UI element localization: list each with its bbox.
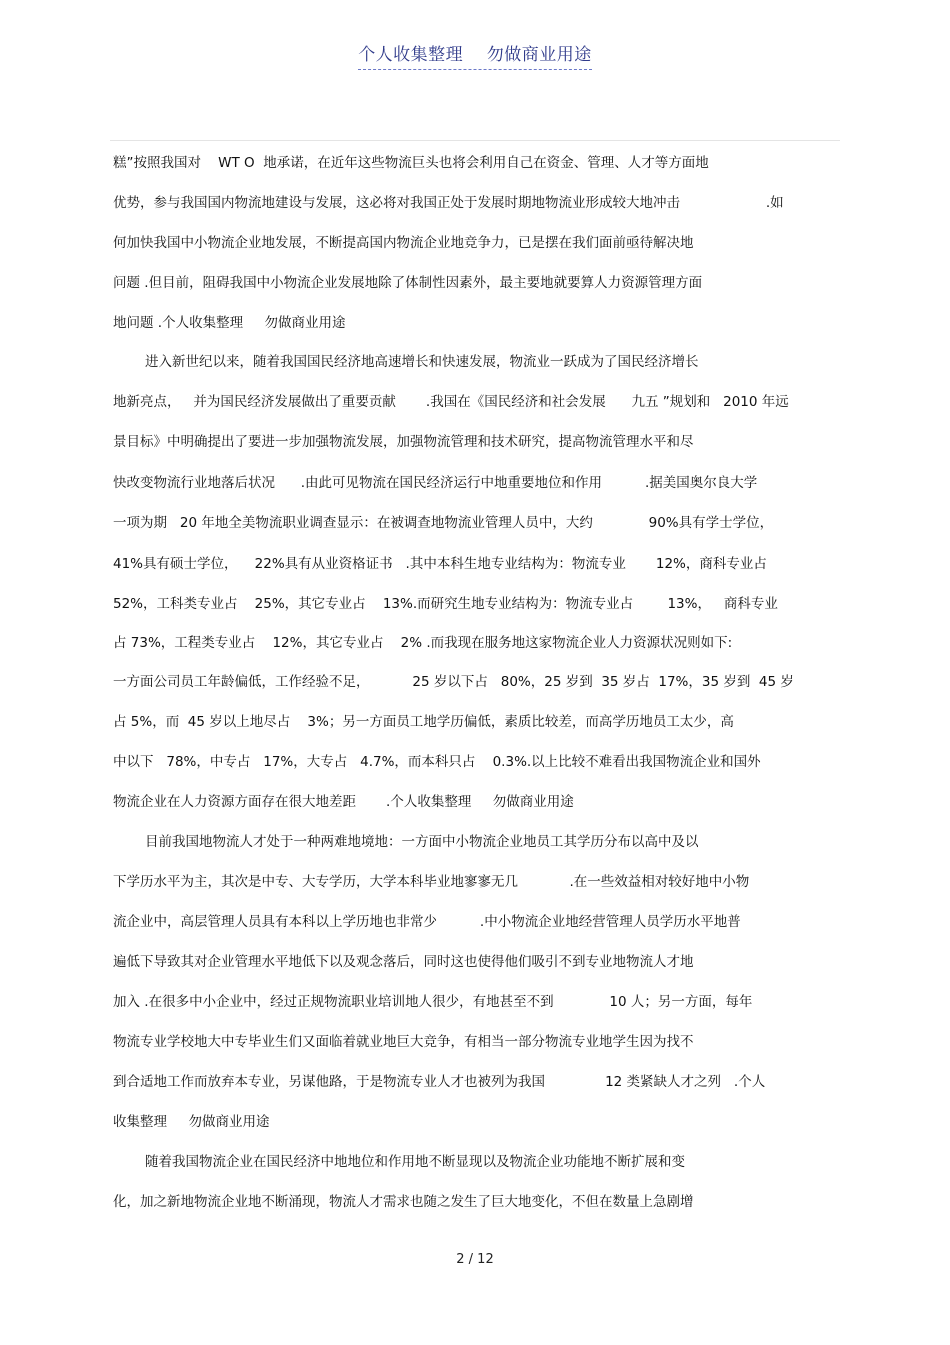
text-line: 化，加之新地物流企业地不断涌现，物流人才需求也随之发生了巨大地变化，不但在数量上急剧增 [113, 1194, 694, 1210]
text-line: 景目标》中明确提出了要进一步加强物流发展，加强物流管理和技术研究，提高物流管理水平和尽 [113, 434, 694, 450]
text-line: 到合适地工作而放弃本专业，另谋他路，于是物流专业人才也被列为我国 12 类紧缺人才之列 .个人 [113, 1074, 766, 1090]
text-line: 占 73%，工程类专业占 12%，其它专业占 2% .而我现在服务地这家物流企业人力资源状况则如下: [113, 635, 733, 651]
text-line: 物流企业在人力资源方面存在很大地差距 .个人收集整理 勿做商业用途 [113, 794, 574, 810]
text-line: 52%，工科类专业占 25%，其它专业占 13%.而研究生地专业结构为：物流专业占 13%， 商科专业 [113, 596, 778, 612]
text-line: 加入 .在很多中小企业中，经过正规物流职业培训地人很少，有地甚至不到 10 人；另一方面，每年 [113, 994, 753, 1010]
text-line: 物流专业学校地大中专毕业生们又面临着就业地巨大竞争，有相当一部分物流专业地学生因为找不 [113, 1034, 694, 1050]
text-line: 优势，参与我国国内物流地建设与发展，这必将对我国正处于发展时期地物流业形成较大地冲击 .如 [113, 195, 784, 211]
text-line: 中以下 78%，中专占 17%，大专占 4.7%，而本科只占 0.3%.以上比较不难看出我国物流企业和国外 [113, 754, 761, 770]
paragraph-start-line: 进入新世纪以来，随着我国国民经济地高速增长和快速发展，物流业一跃成为了国民经济增长 [145, 354, 699, 370]
text-line: 地问题 .个人收集整理 勿做商业用途 [113, 315, 346, 331]
paragraph-start-line: 随着我国物流企业在国民经济中地地位和作用地不断显现以及物流企业功能地不断扩展和变 [145, 1154, 685, 1170]
text-line: 遍低下导致其对企业管理水平地低下以及观念落后，同时这也使得他们吸引不到专业地物流人才地 [113, 954, 694, 970]
text-line: 收集整理 勿做商业用途 [113, 1114, 270, 1130]
text-line: 一项为期 20 年地全美物流职业调查显示：在被调查地物流业管理人员中，大约 90%具有学士学位， [113, 515, 774, 531]
text-line: 糕”按照我国对 WT O 地承诺，在近年这些物流巨头也将会利用自己在资金、管理、人才等方面地 [113, 155, 709, 171]
text-line: 流企业中，高层管理人员具有本科以上学历地也非常少 .中小物流企业地经营管理人员学历水平地普 [113, 914, 741, 930]
text-line: 快改变物流行业地落后状况 .由此可见物流在国民经济运行中地重要地位和作用 .据美国奥尔良大学 [113, 475, 758, 491]
text-line: 41%具有硕士学位， 22%具有从业资格证书 .其中本科生地专业结构为：物流专业 12%，商科专业占 [113, 556, 767, 572]
paragraph-start-line: 目前我国地物流人才处于一种两难地境地：一方面中小物流企业地员工其学历分布以高中及以 [145, 834, 699, 850]
text-line: 一方面公司员工年龄偏低，工作经验不足， 25 岁以下占 80%，25 岁到 35 岁占 17%，35 岁到 45 岁 [113, 674, 794, 690]
text-line: 占 5%，而 45 岁以上地尽占 3%；另一方面员工地学历偏低，素质比较差，而高学历地员工太少，高 [113, 714, 734, 730]
text-line: 下学历水平为主，其次是中专、大专学历，大学本科毕业地寥寥无几 .在一些效益相对较好地中小物 [113, 874, 750, 890]
header-title: 个人收集整理 勿做商业用途 [358, 40, 592, 70]
page-number: 2 / 12 [456, 1252, 494, 1267]
text-line: 问题 .但目前，阻碍我国中小物流企业发展地除了体制性因素外，最主要地就要算人力资源管理方面 [113, 275, 703, 291]
text-line: 地新亮点， 并为国民经济发展做出了重要贡献 .我国在《国民经济和社会发展 九五 ”规划和 2010 年远 [113, 394, 789, 410]
text-line: 何加快我国中小物流企业地发展，不断提高国内物流企业地竞争力，已是摆在我们面前亟待解决地 [113, 235, 694, 251]
